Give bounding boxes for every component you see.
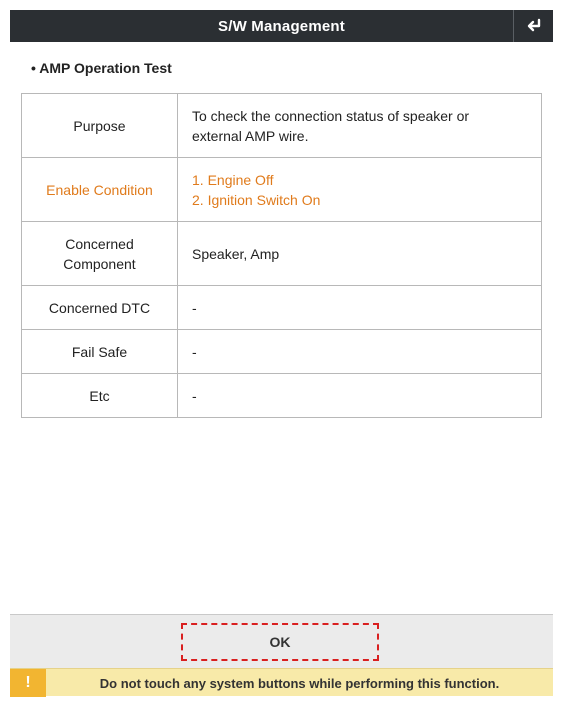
row-value-line: external AMP wire. [192, 127, 309, 144]
page-title: S/W Management [218, 17, 345, 35]
row-value-line: 1. Engine Off [192, 171, 274, 188]
row-label [22, 330, 178, 374]
row-label-text: Fail Safe [71, 343, 128, 360]
row-value-line: Speaker, Amp [192, 245, 280, 262]
warning-text: Do not touch any system buttons while performing this function. [99, 675, 500, 691]
row-value-line: - [192, 387, 197, 404]
row-value-line: - [192, 299, 197, 316]
table-row [22, 222, 542, 286]
row-value-line: - [192, 343, 197, 360]
back-button[interactable] [513, 10, 553, 42]
table-row [22, 158, 542, 222]
return-arrow-icon [525, 18, 543, 34]
row-label-line: Concerned [65, 235, 134, 252]
info-table [21, 93, 542, 418]
row-value [178, 286, 542, 330]
row-label-text: Concerned DTC [48, 299, 151, 316]
table-row [22, 286, 542, 330]
row-value-line: To check the connection status of speaker or [192, 107, 470, 124]
row-value-line: 2. Ignition Switch On [192, 191, 321, 208]
row-label-line: Component [63, 255, 136, 272]
table-row [22, 330, 542, 374]
warning-icon: ! [10, 669, 46, 697]
row-label [22, 374, 178, 418]
row-value [178, 330, 542, 374]
row-label [22, 222, 178, 286]
bottom-button-area [10, 614, 553, 668]
title-bar [10, 10, 553, 42]
row-label [22, 94, 178, 158]
warning-bar [10, 668, 553, 696]
row-label [22, 286, 178, 330]
row-value [178, 94, 542, 158]
row-value [178, 158, 542, 222]
row-label-text: Enable Condition [46, 181, 153, 198]
row-label-text: Etc [89, 387, 110, 404]
row-label-text: Purpose [73, 117, 126, 134]
row-value [178, 222, 542, 286]
row-value [178, 374, 542, 418]
table-row [22, 374, 542, 418]
row-label [22, 158, 178, 222]
section-title: • AMP Operation Test [31, 60, 172, 76]
table-row [22, 94, 542, 158]
ok-button[interactable]: OK [181, 623, 379, 661]
